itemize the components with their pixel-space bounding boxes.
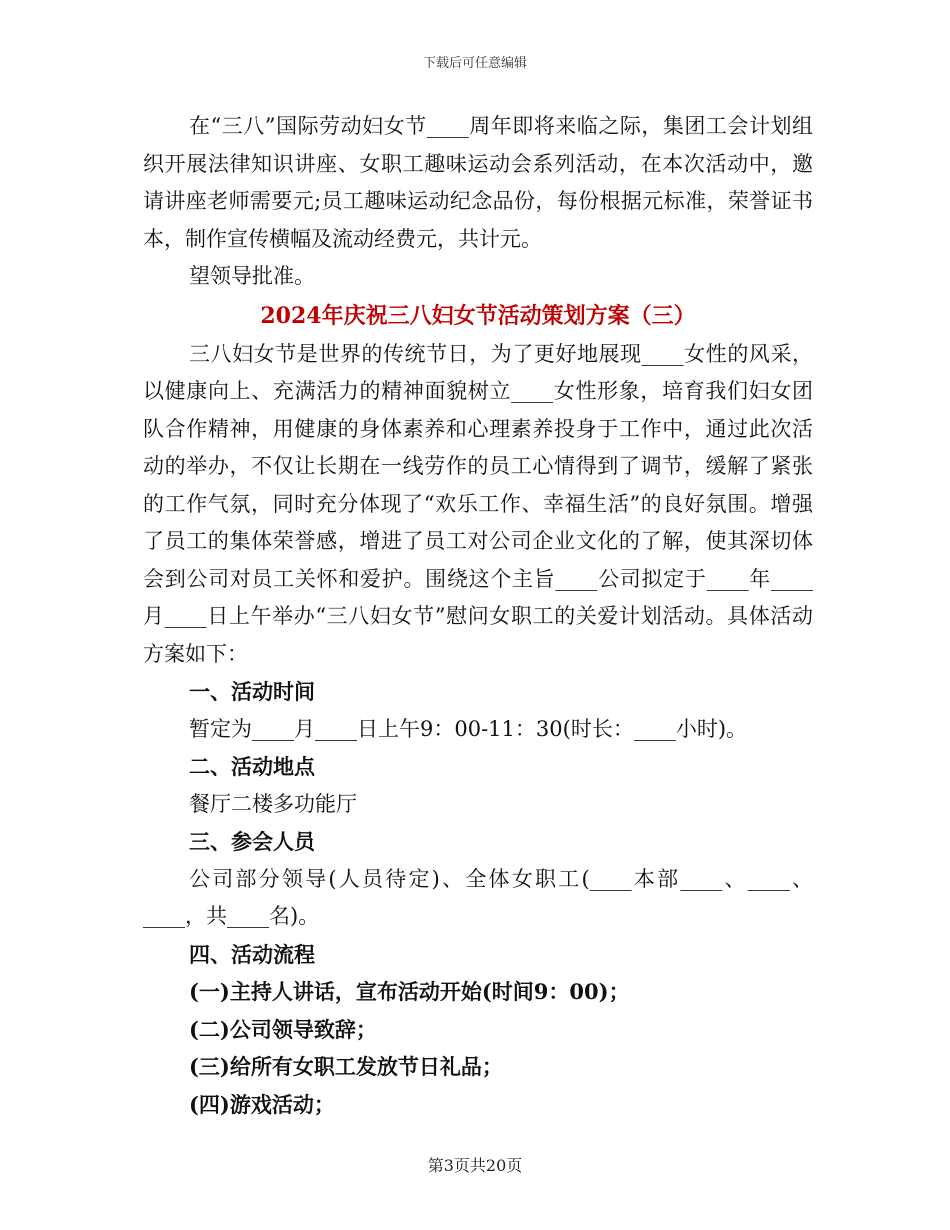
document-title: 2024年庆祝三八妇女节活动策划方案（三） [260, 302, 696, 329]
section-heading-time: 一、活动时间 [189, 679, 315, 704]
process-step-4: (四)游戏活动； [189, 1091, 335, 1117]
page-header-note: 下载后可任意编辑 [422, 56, 527, 71]
section-heading-process: 四、活动流程 [189, 941, 315, 967]
page-number: 第3页共20页 [427, 1156, 523, 1175]
paragraph-request: 在“三八”国际劳动妇女节____周年即将来临之际，集团工会计划组织开展法律知识讲座、女职工趣味运动会系列活动，在本次活动中，邀请讲座老师需要元;员工趣味运动纪念品份，每份根据元标准，荣誉证书本，制作宣传横幅及流动经费元，共计元。 [143, 114, 813, 251]
process-step-2: (二)公司领导致辞； [189, 1016, 377, 1042]
section-heading-people: 三、参会人员 [189, 829, 315, 854]
process-step-1: (一)主持人讲话，宣布活动开始(时间9：00)； [189, 979, 630, 1004]
process-step-3: (三)给所有女职工发放节日礼品； [189, 1054, 503, 1079]
paragraph-time: 暂定为____月____日上午9：00-11：30(时长：____小时)。 [189, 716, 748, 741]
paragraph-approval: 望领导批准。 [189, 264, 315, 288]
paragraph-intro: 三八妇女节是世界的传统节日，为了更好地展现____女性的风采，以健康向上、充满活力的精神面貌树立____女性形象，培育我们妇女团队合作精神，用健康的身体素养和心理素养投身于工作中，通过此次活动的举办，不仅让长期在一线劳作的员工心情得到了调节，缓解了紧张的工作气氛，同时充分体现了“欢乐工作、幸福生活”的良好氛围。增强了员工的集体荣誉感，增进了员工对公司企业文化的了解，使其深切体会到公司对员工关怀和爱护。围绕这个主旨____公司拟定于____年____月____日上午举办“三八妇女节”慰问女职工的关爱计划活动。具体活动方案如下： [143, 341, 813, 666]
document-body [143, 108, 813, 1123]
section-heading-place: 二、活动地点 [189, 754, 315, 779]
paragraph-people: 公司部分领导(人员待定)、全体女职工(____本部____、____、____，共____名)。 [143, 866, 813, 928]
paragraph-place: 餐厅二楼多功能厅 [189, 791, 357, 816]
